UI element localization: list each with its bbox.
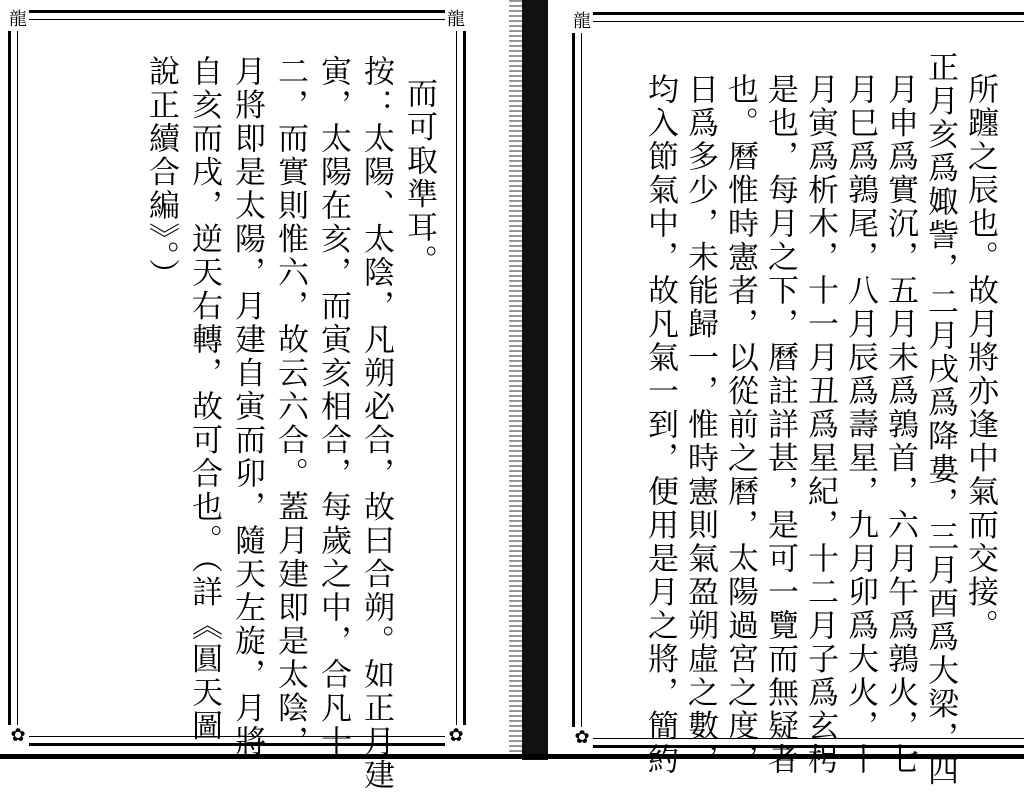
text-column: 月申爲實沉，五月未爲鶉首，六月午爲鶉火，七	[882, 73, 918, 777]
right-page	[572, 11, 1024, 788]
text-column: 自亥而戌，逆天右轉，故可合也。（詳《圓天圖	[186, 55, 222, 743]
floral-ornament-icon: ✿	[445, 725, 467, 747]
text-column: 說正續合編》。）	[143, 55, 179, 292]
text-column: 月巳爲鶉尾，八月辰爲壽星，九月卯爲大火，十	[842, 73, 878, 777]
seal-ornament-icon: 龍	[573, 11, 591, 32]
text-column: 寅，太陽在亥，而寅亥相合，每歲之中，合凡十	[315, 55, 351, 759]
text-column: 正月亥爲娵訾，二月戌爲降婁，三月酉爲大梁，四	[922, 51, 958, 788]
seal-ornament-icon: 龍	[9, 9, 27, 30]
seal-ornament-icon: 龍	[447, 9, 465, 30]
text-column: 而可取準耳。	[401, 77, 437, 278]
text-column: 月寅爲析木，十一月丑爲星紀，十二月子爲玄枵	[802, 73, 838, 777]
text-column: 二，而實則惟六，故云六合。蓋月建即是太陰，	[272, 55, 308, 759]
text-column: 也。曆惟時憲者，以從前之曆，太陽過宮之度，	[722, 73, 758, 777]
floral-ornament-icon: ✿	[571, 727, 593, 749]
text-column: 日爲多少，未能歸一，惟時憲則氣盈朔虛之數，	[682, 73, 718, 777]
floral-ornament-icon: ✿	[7, 725, 29, 747]
page-gutter-shadow	[509, 0, 523, 760]
text-column: 均入節氣中，故凡氣一到，便用是月之將，簡約	[642, 73, 678, 777]
book-spine	[522, 0, 548, 760]
text-column: 所躔之辰也。故月將亦逢中氣而交接。	[962, 73, 998, 643]
left-page	[8, 9, 466, 792]
text-column: 按：太陽、太陰，凡朔必合，故曰合朔。如正月建	[358, 55, 394, 792]
text-column: 月將即是太陽，月建自寅而卯，隨天左旋，月將	[229, 55, 265, 759]
text-column: 是也，每月之下，曆註詳甚，是可一覽而無疑者	[762, 73, 798, 777]
